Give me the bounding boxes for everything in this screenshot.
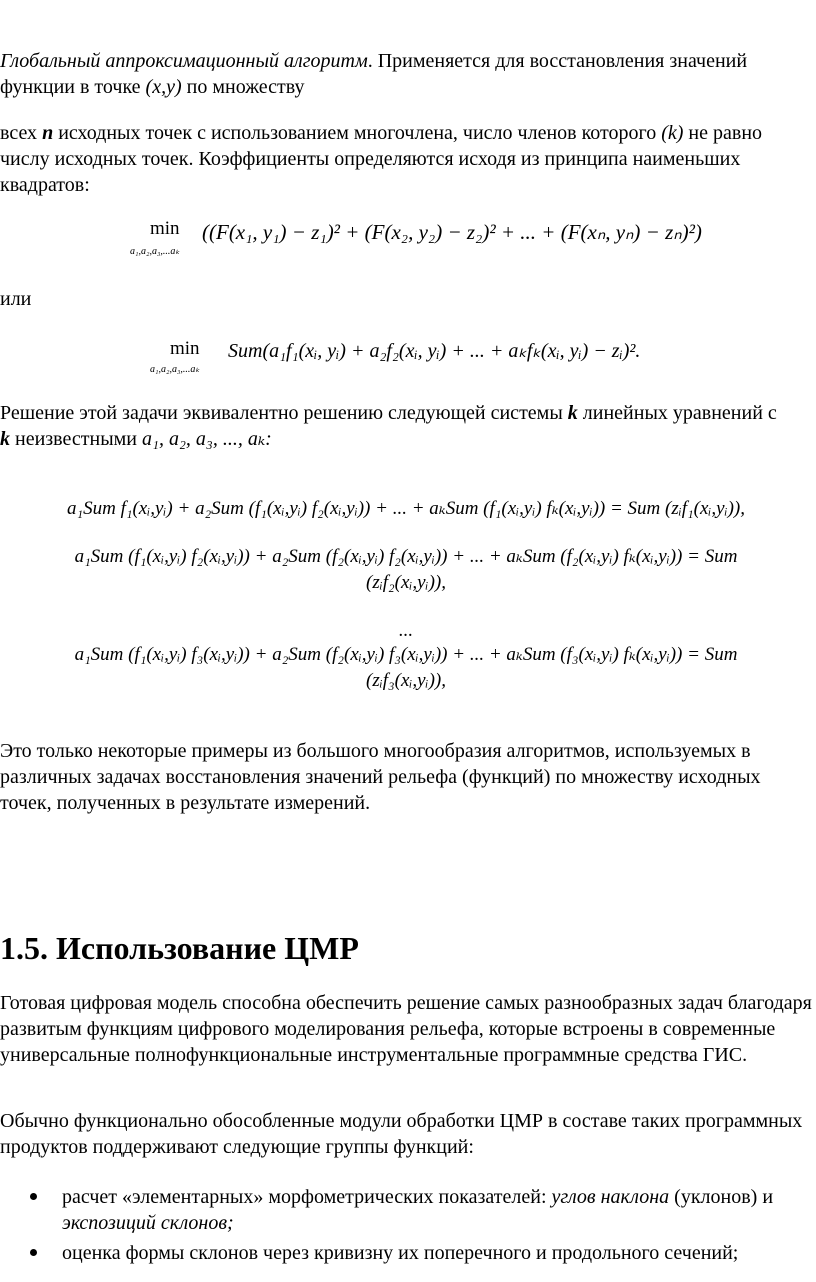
least-squares-formula-2: min a₁,a₂,a₃,...aₖ Sum(a₁f₁(xᵢ, yᵢ) + a₂f₂(xᵢ, yᵢ) + ... + aₖfₖ(xᵢ, yᵢ) − zᵢ)². bbox=[150, 338, 641, 375]
function-list bbox=[0, 1184, 812, 1270]
equation-3-line-1: a₁Sum (f₁(xᵢ,yᵢ) f₃(xᵢ,yᵢ)) + a₂Sum (f₂(xᵢ,yᵢ) f₃(xᵢ,yᵢ)) + ... + aₖSum (f₃(xᵢ,yᵢ) fₖ(xᵢ,yᵢ)) = Sum bbox=[74, 644, 738, 665]
equation-1: a₁Sum f₁(xᵢ,yᵢ) + a₂Sum (f₁(xᵢ,yᵢ) f₂(xᵢ,yᵢ)) + ... + aₖSum (f₁(xᵢ,yᵢ) fₖ(xᵢ,yᵢ)) = Sum (zᵢf₁(xᵢ,yᵢ)), bbox=[67, 498, 745, 519]
list-item: расчет «элементарных» морфометрических показателей: углов наклона (уклонов) и экспозиций склонов; bbox=[0, 1184, 812, 1236]
system-paragraph: Решение этой задачи эквивалентно решению следующей системы k линейных уравнений с k неизвестными a₁, a₂, a₃, ..., aₖ: bbox=[0, 402, 777, 450]
section-heading: 1.5. Использование ЦМР bbox=[0, 930, 359, 966]
equation-2-line-1: a₁Sum (f₁(xᵢ,yᵢ) f₂(xᵢ,yᵢ)) + a₂Sum (f₂(xᵢ,yᵢ) f₂(xᵢ,yᵢ)) + ... + aₖSum (f₂(xᵢ,yᵢ) fₖ(xᵢ,yᵢ)) = Sum bbox=[74, 546, 738, 567]
dem-usage-paragraph: Готовая цифровая модель способна обеспечить решение самых разнообразных задач благодаря развитым функциям цифрового моделирования рельефа, которые встроены в современные универсальные полнофункциональные инструментальные программные средства ГИС. bbox=[0, 992, 812, 1066]
least-squares-formula-1: min a₁,a₂,a₃,...aₖ ((F(x₁, y₁) − z₁)² + (F(x₂, y₂) − z₂)² + ... + (F(xₙ, yₙ) − zₙ)²) bbox=[130, 218, 702, 257]
examples-paragraph: Это только некоторые примеры из большого многообразия алгоритмов, используемых в различных задачах восстановления значений рельефа (функций) по множеству исходных точек, полученных в результате измерений. bbox=[0, 740, 761, 814]
bullet-icon bbox=[30, 1193, 37, 1200]
or-text: или bbox=[0, 288, 32, 310]
method-paragraph: всех n исходных точек с использованием многочлена, число членов которого (k) не равно числу исходных точек. Коэффициенты определяются исходя из принципа наименьших квадратов: bbox=[0, 122, 763, 196]
list-item: оценка формы склонов через кривизну их поперечного и продольного сечений; bbox=[0, 1240, 812, 1266]
intro-paragraph: Глобальный аппроксимационный алгоритм. Применяется для восстановления значений функции в точке (x,y) по множеству bbox=[0, 50, 748, 98]
equation-2-line-2: (zᵢf₂(xᵢ,yᵢ)), bbox=[366, 572, 446, 593]
functions-intro-paragraph: Обычно функционально обособленные модули обработки ЦМР в составе таких программных продуктов поддерживают следующие группы функций: bbox=[0, 1110, 803, 1158]
equation-ellipsis: ... bbox=[398, 620, 414, 641]
equation-3-line-2: (zᵢf₃(xᵢ,yᵢ)), bbox=[366, 670, 446, 691]
bullet-icon bbox=[30, 1249, 37, 1256]
algorithm-title: Глобальный аппроксимационный алгоритм bbox=[0, 50, 368, 72]
